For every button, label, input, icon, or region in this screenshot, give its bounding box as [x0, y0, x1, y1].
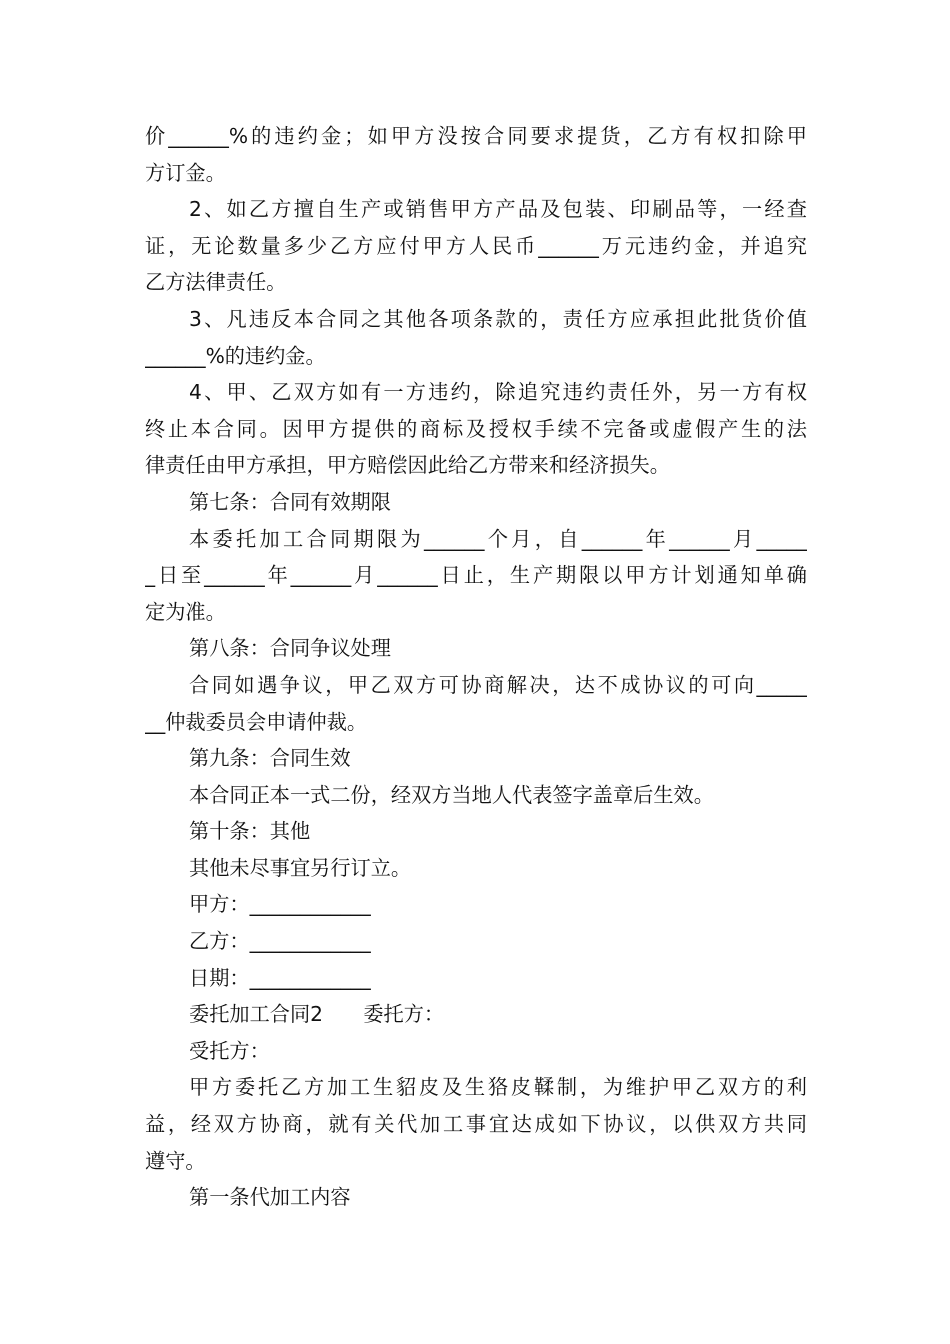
signature-party-a: 甲方：____________: [189, 892, 371, 917]
text-line: __仲裁委员会申请仲裁。: [145, 709, 368, 734]
text-line: 终止本合同。因甲方提供的商标及授权手续不完备或虚假产生的法: [145, 416, 807, 441]
section-heading: 第十条：其他: [189, 819, 311, 844]
section-heading: 第九条：合同生效: [189, 746, 351, 771]
text-line: _日至______年______月______日止，生产期限以甲方计划通知单确: [145, 563, 807, 588]
document-page: [145, 118, 807, 1216]
text-line: 证，无论数量多少乙方应付甲方人民币______万元违约金，并追究: [145, 233, 807, 258]
text-line: 本合同正本一式二份，经双方当地人代表签字盖章后生效。: [189, 782, 714, 807]
signature-date: 日期：____________: [189, 965, 371, 990]
text-line: 合同如遇争议，甲乙双方可协商解决，达不成协议的可向_____: [189, 672, 807, 697]
text-line: 益，经双方协商，就有关代加工事宜达成如下协议，以供双方共同: [145, 1112, 807, 1137]
section-heading: 第一条代加工内容: [189, 1185, 351, 1210]
text-line: 2、如乙方擅自生产或销售甲方产品及包装、印刷品等，一经查: [189, 197, 807, 222]
text-line: 乙方法律责任。: [145, 270, 287, 295]
contract-title: 委托加工合同2 委托方：: [189, 1002, 445, 1027]
section-heading: 第七条：合同有效期限: [189, 489, 391, 514]
text-line: 律责任由甲方承担，甲方赔偿因此给乙方带来和经济损失。: [145, 453, 670, 478]
text-line: 3、凡违反本合同之其他各项条款的，责任方应承担此批货价值: [189, 306, 807, 331]
text-line: 方订金。: [145, 160, 226, 185]
text-line: 遵守。: [145, 1148, 206, 1173]
text-line: 价______%的违约金；如甲方没按合同要求提货，乙方有权扣除甲: [145, 124, 807, 148]
text-line: 4、甲、乙双方如有一方违约，除追究违约责任外，另一方有权: [189, 380, 807, 405]
text-line: 受托方：: [189, 1038, 270, 1063]
text-line: 本委托加工合同期限为______个月，自______年______月_____: [189, 526, 807, 551]
text-line: 定为准。: [145, 599, 226, 624]
signature-party-b: 乙方：____________: [189, 929, 371, 954]
text-line: 其他未尽事宜另行订立。: [189, 855, 412, 880]
text-line: ______%的违约金。: [145, 343, 326, 368]
section-heading: 第八条：合同争议处理: [189, 636, 391, 661]
text-line: 甲方委托乙方加工生貂皮及生狢皮鞣制，为维护甲乙双方的利: [189, 1075, 807, 1100]
